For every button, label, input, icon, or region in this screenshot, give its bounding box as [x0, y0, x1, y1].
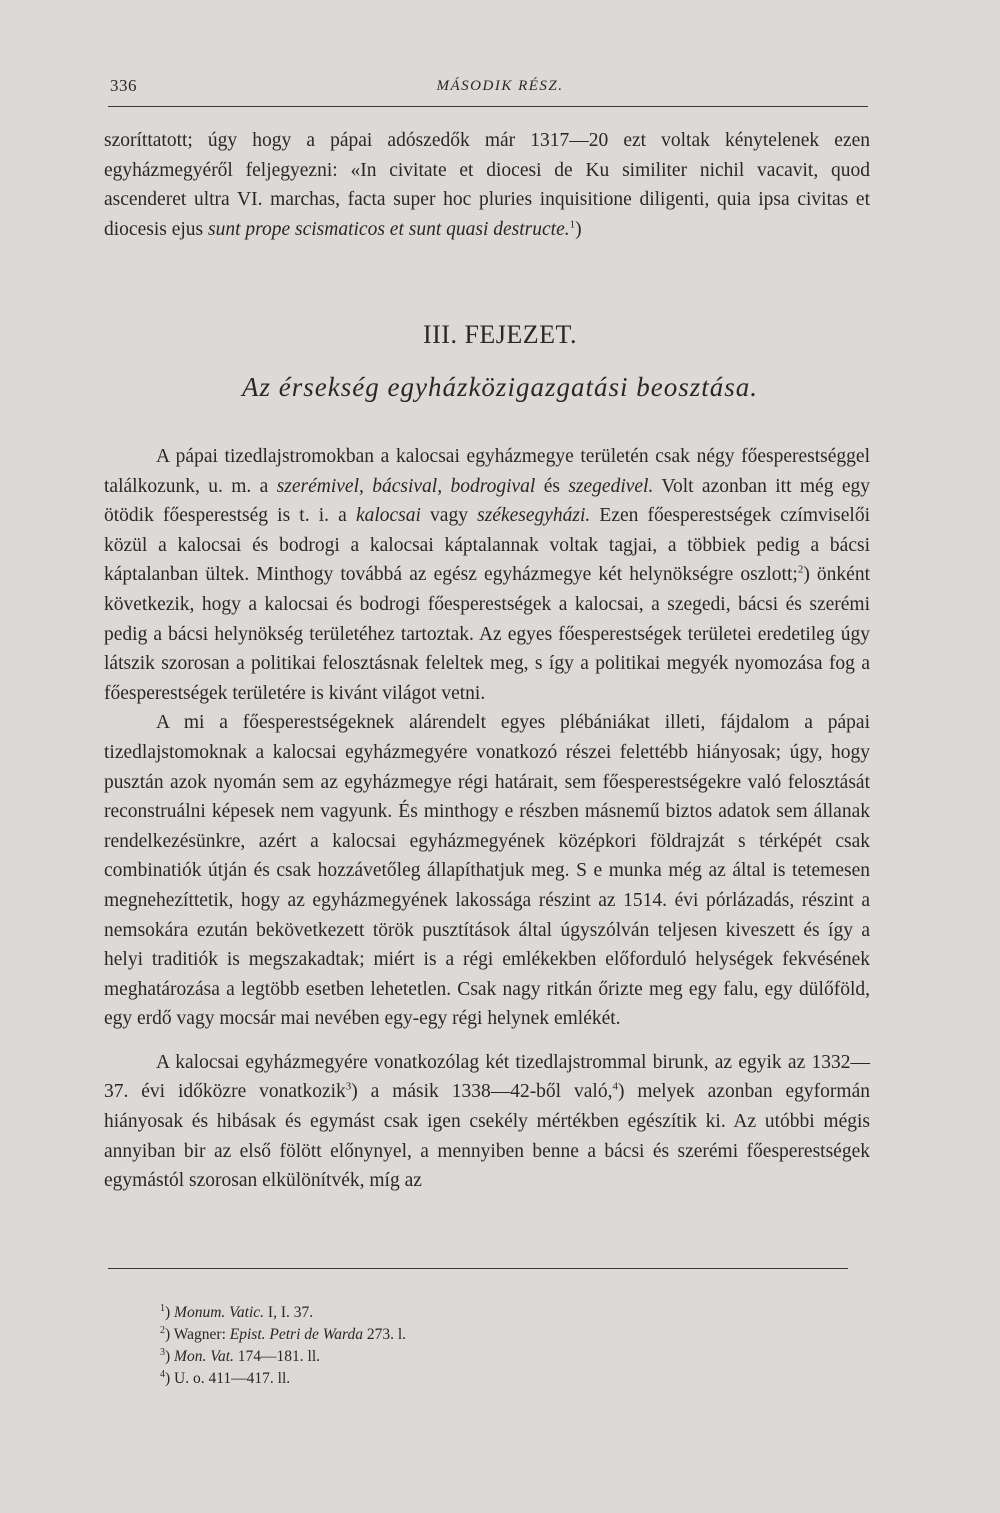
footnote-paren: )	[165, 1370, 175, 1387]
footnote-ref-1: 1	[569, 218, 576, 231]
p1-text-6: ) önként következik, hogy a kalocsai és bodrogi főesperestségek a kalocsai, a szegedi, bácsi és szerémi pedig a bácsi helynökség területéhez tartoztak. Az egyes főesperestségek területei eredetileg úgy látszik szorosan a politikai felosztásnak feleltek meg, s így a politikai megyék nyomozása fog a főesperestségek területére is kivánt világot vetni.	[104, 564, 870, 704]
p3-text-2: ) a másik 1338—42-ből való,	[351, 1081, 613, 1103]
footnote-3	[160, 1346, 760, 1368]
footnote-source: Monum. Vatic.	[174, 1304, 265, 1321]
footnote-mark: 1	[160, 1302, 165, 1314]
footnote-2	[160, 1324, 760, 1346]
footnote-author: Wagner:	[173, 1326, 230, 1343]
footnote-text: I, I. 37.	[264, 1304, 314, 1321]
p1-text-1: A pápai tizedlajstromokban a kalocsai egyházmegye területén csak négy főesperestséggel találkozunk, u. m. a	[104, 446, 870, 497]
footnote-source: Mon. Vat.	[174, 1348, 234, 1365]
p1-italic-4: székesegyházi.	[477, 505, 591, 527]
footnotes	[160, 1302, 760, 1390]
footnote-mark: 3	[160, 1346, 165, 1358]
running-title: MÁSODIK RÉSZ.	[436, 78, 564, 94]
intro-close: )	[575, 218, 582, 240]
footnote-ref-3: 3	[345, 1080, 352, 1093]
footnote-mark: 2	[160, 1324, 165, 1336]
footnote-source: Epist. Petri de Warda	[229, 1326, 363, 1343]
footnote-rule	[108, 1268, 848, 1269]
p1-italic-1: szerémivel, bácsival, bodrogival	[276, 475, 536, 497]
header-rule	[108, 106, 868, 107]
p2-text: A mi a főesperestségeknek alárendelt egyes plébániákat illeti, fájdalom a pápai tizedlajstomoknak a kalocsai egyházmegyére vonatkozó részei felettébb hiányosak; úgy, hogy pusztán azok nyomán sem az egyházmegye régi határait, sem főesperestségekre való felosztását reconstruálni képesek nem vagyunk. És minthogy e részben másnemű biztos adatok sem állanak rendelkezésünkre, azért a kalocsai egyházmegyének középkori földrajzát s térképét csak combinatiók útján és csak hozzávetőleg állapíthatjuk meg. S e munka még az által is tetemesen megnehezíttetik, hogy az egyházmegyének lakossága részint az 1514. évi pórlázadás, részint a nemsokára ezután bekövetkezett török pusztítások által úgyszólván teljesen kiveszett és így a helyi traditiók is megszakadtak; miért is a régi emlékekben előforduló helységek fekvésének meghatározása a legtöbb esetben lehetetlen. Csak nagy ritkán őrizte meg egy falu, egy dülőföld, egy erdő vagy mocsár mai nevében egy-egy régi helynek emlékét.	[104, 712, 870, 1030]
footnote-mark: 4	[160, 1368, 165, 1380]
footnote-paren: )	[165, 1304, 175, 1321]
intro-paragraph	[104, 126, 870, 244]
footnote-text: U. o. 411—417. ll.	[174, 1370, 291, 1387]
p3-text-1: A kalocsai egyházmegyére vonatkozólag két tizedlajstrommal birunk, az egyik az 1332—37. évi időközre vonatkozik	[104, 1051, 870, 1103]
footnote-ref-4: 4	[612, 1080, 618, 1093]
p1-text-5: Ezen főesperestségek czímviselői közül a kalocsai és bodrogi a kalocsai káptalannak voltak tagjai, a többiek pedig a bácsi káptalanban ültek. Minthogy továbbá az egész egyházmegye két helynökségre oszlott;	[104, 505, 871, 586]
footnote-text: 174—181. ll.	[233, 1348, 321, 1365]
footnote-1	[160, 1302, 760, 1324]
p1-text-3: Volt azonban itt még egy ötödik főesperestség is t. i. a	[104, 475, 870, 527]
footnote-ref-2: 2	[797, 563, 804, 576]
page-number: 336	[110, 76, 137, 95]
main-text	[104, 442, 870, 1196]
paragraph-archdeaconries	[104, 442, 870, 708]
p1-text-2: és	[535, 475, 569, 497]
paragraph-parishes	[104, 708, 870, 1034]
footnote-paren: )	[165, 1326, 174, 1343]
p1-text-4: vagy	[420, 505, 478, 527]
p3-text-3: ) melyek azonban egyformán hiányosak és hibásak és egymást csak igen csekély mértékben egészítik ki. Az utóbbi mégis annyiban bir az első fölött előnynyel, a mennyiben benne a bácsi és szerémi főesperestségek egymástól szorosan elkülönítvék, míg az	[104, 1081, 870, 1192]
chapter-title: Az érsekség egyházközigazgatási beosztása.	[242, 372, 758, 402]
p1-italic-3: kalocsai	[355, 505, 421, 527]
paragraph-tithe-registers	[104, 1048, 870, 1196]
footnote-text: 273. l.	[362, 1326, 407, 1343]
footnote-4	[160, 1368, 760, 1390]
chapter-number: III. FEJEZET.	[422, 320, 578, 349]
intro-quote-italic: sunt prope scismaticos et sunt quasi destructe.	[207, 218, 570, 240]
intro-text: szoríttatott; úgy hogy a pápai adószedők már 1317—20 ezt voltak kénytelenek ezen egyházmegyéről feljegyezni: «In civitate et diocesi de Ku similiter nichil vacavit, quod ascenderet ultra VI. marchas, facta super hoc pluries inquisitione diligenti, quia ipsa civitas et diocesis ejus	[104, 130, 870, 240]
footnote-paren: )	[165, 1348, 175, 1365]
p1-italic-2: szegedivel.	[568, 475, 654, 497]
